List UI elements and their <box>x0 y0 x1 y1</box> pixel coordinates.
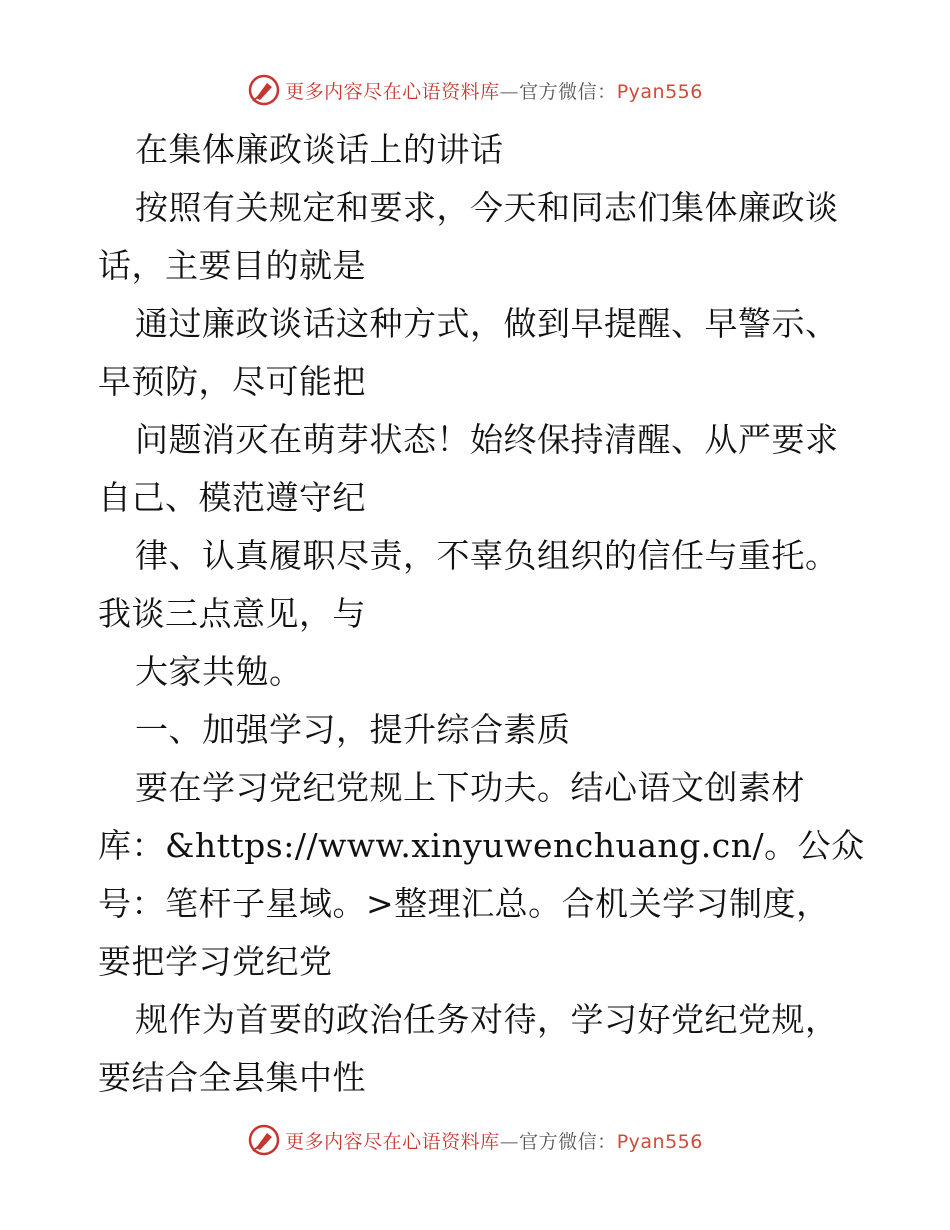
banner-text: 更多内容尽在心语资料库—官方微信：Pyan556 <box>285 80 703 103</box>
paragraph-line: 规作为首要的政治任务对待，学习好党纪党规， <box>135 1000 839 1039</box>
paragraph-line: 我谈三点意见，与 <box>98 594 366 633</box>
document-title: 在集体廉政谈话上的讲话 <box>135 130 504 169</box>
pen-nib-logo-icon <box>247 1123 281 1157</box>
section-heading: 一、加强学习，提升综合素质 <box>135 710 571 749</box>
document-body <box>98 121 878 1107</box>
footer-banner <box>0 1120 950 1160</box>
paragraph-line: 自己、模范遵守纪 <box>98 478 366 517</box>
paragraph-line: 要结合全县集中性 <box>98 1058 366 1097</box>
paragraph-line: 话，主要目的就是 <box>98 246 366 285</box>
banner-text: 更多内容尽在心语资料库—官方微信：Pyan556 <box>285 1130 703 1153</box>
paragraph-line: 通过廉政谈话这种方式，做到早提醒、早警示、 <box>135 304 839 343</box>
paragraph-line: 大家共勉。 <box>135 652 303 691</box>
paragraph-line: 号：笔杆子星域。>整理汇总。合机关学习制度， <box>98 884 830 923</box>
paragraph-line: 要在学习党纪党规上下功夫。结心语文创素材 <box>135 768 805 807</box>
paragraph-line: 按照有关规定和要求，今天和同志们集体廉政谈 <box>135 188 839 227</box>
paragraph-line: 早预防，尽可能把 <box>98 362 366 401</box>
paragraph-line: 库：&https://www.xinyuwenchuang.cn/。公众 <box>98 826 865 865</box>
header-banner <box>0 70 950 110</box>
pen-nib-logo-icon <box>247 73 281 107</box>
paragraph-line: 要把学习党纪党 <box>98 942 333 981</box>
paragraph-line: 问题消灭在萌芽状态！始终保持清醒、从严要求 <box>135 420 839 459</box>
paragraph-line: 律、认真履职尽责，不辜负组织的信任与重托。 <box>135 536 839 575</box>
